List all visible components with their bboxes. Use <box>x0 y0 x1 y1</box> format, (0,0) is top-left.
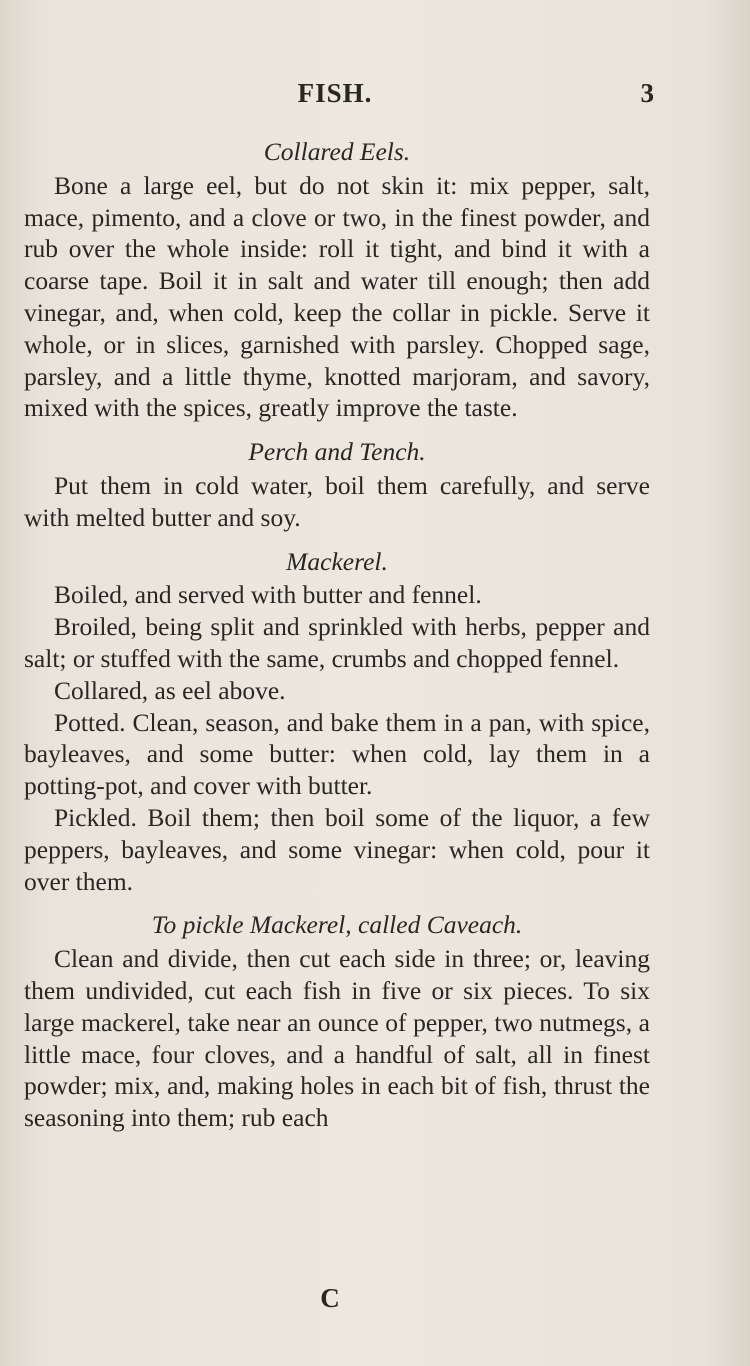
recipe-paragraph: Collared, as eel above. <box>54 675 286 705</box>
page-body <box>24 136 650 1134</box>
running-head: FISH. <box>297 78 373 108</box>
section-gap <box>24 897 650 909</box>
recipe-paragraph: Broiled, being split and sprinkled with herbs, pepper and salt; or stuffed with the same, crumbs and chopped fennel. <box>24 612 650 673</box>
recipe-paragraph: Pickled. Boil them; then boil some of the liquor, a few peppers, bayleaves, and some vinegar: when cold, pour it over them. <box>24 802 650 896</box>
section-gap <box>24 534 650 546</box>
signature-mark: C <box>320 1283 340 1313</box>
recipe-heading: Mackerel. <box>286 546 388 576</box>
recipe-paragraph: Boiled, and served with butter and fennel. <box>54 580 482 610</box>
recipe-paragraph: Clean and divide, then cut each side in three; or, leaving them undivided, cut each fish in five or six pieces. To six large mackerel, take near an ounce of pepper, two nutmegs, a little mace, four cloves, and a handful of salt, all in finest powder; mix, and, making holes in each bit of fish, thrust the seasoning into them; rub each <box>24 944 650 1133</box>
recipe-heading: Perch and Tench. <box>248 437 426 467</box>
recipe-paragraph: Potted. Clean, season, and bake them in a pan, with spice, bayleaves, and some butter: when cold, lay them in a potting-pot, and cover with butter. <box>24 707 650 801</box>
recipe-paragraph: Put them in cold water, boil them carefully, and serve with melted butter and soy. <box>24 470 650 532</box>
recipe-heading: Collared Eels. <box>263 137 411 166</box>
section-gap <box>24 424 650 436</box>
recipe-paragraph: Bone a large eel, but do not skin it: mix pepper, salt, mace, pimento, and a clove or two, in the finest powder, and rub over the whole inside: roll it tight, and bind it with a coarse tape. Boil it in salt and water till enough; then add vinegar, and, when cold, keep the collar in pickle. Serve it whole, or in slices, garnished with parsley. Chopped sage, parsley, and a little thyme, knotted marjoram, and savory, mixed with the spices, greatly improve the taste. <box>24 170 650 423</box>
recipe-heading: To pickle Mackerel, called Caveach. <box>151 910 523 940</box>
page-number: 3 <box>640 78 654 108</box>
page-header <box>0 78 750 118</box>
